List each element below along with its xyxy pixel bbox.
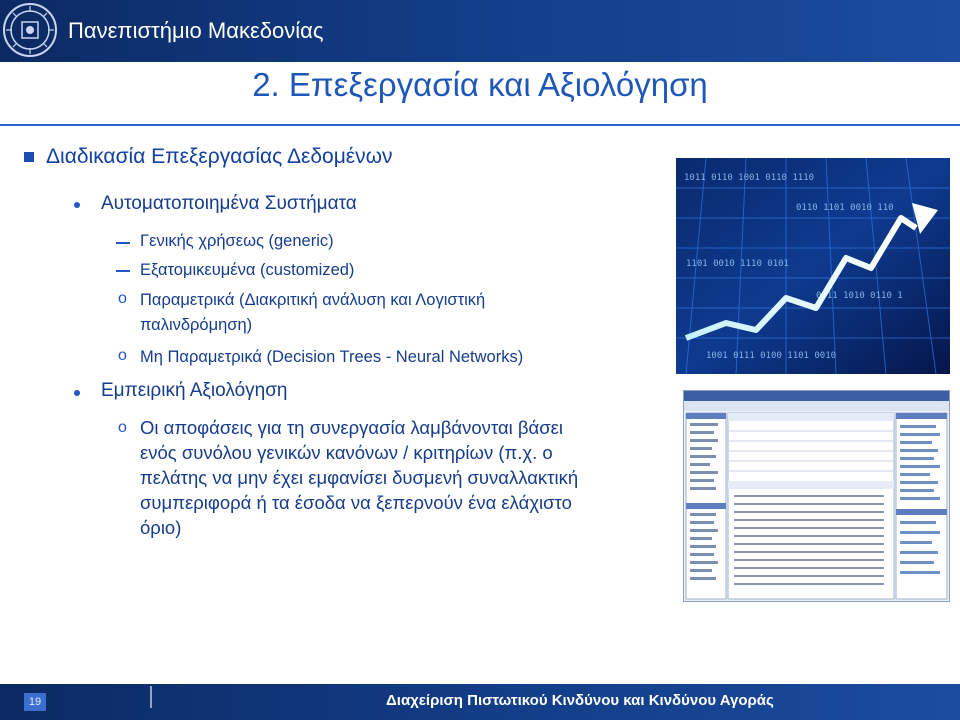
software-window-illustration [684,391,949,601]
dash-bullet-icon [116,242,130,244]
svg-text:1101 0010 1110 0101: 1101 0010 1110 0101 [686,259,789,269]
footer-text: Διαχείριση Πιστωτικού Κινδύνου και Κινδύνου Αγοράς [386,692,774,709]
header-bar [0,0,960,62]
title-divider [0,124,960,126]
bullet-level1 [28,145,393,169]
circle-bullet-icon: o [118,290,127,307]
dot-bullet-icon [74,202,80,208]
item-customized: Εξατομικευμένα (customized) [140,261,355,279]
svg-text:0110 1101 0010 110: 0110 1101 0010 110 [796,203,894,213]
item-generic: Γενικής χρήσεως (generic) [140,232,334,250]
item-parametric-l1: Παραμετρικά (Διακριτική ανάλυση και Λογιστική [140,291,486,309]
university-name: Πανεπιστήμιο Μακεδονίας [68,18,324,43]
empirical-text-l3: πελάτης να μην έχει εμφανίσει δυσμενή συναλλακτική [140,467,579,488]
bullet-auto-systems: Αυτοματοποιημένα Συστήματα [101,193,357,214]
svg-text:1011 0110 1001 0110 1110: 1011 0110 1001 0110 1110 [684,173,815,183]
empirical-text-l2: ενός συνόλου γενικών κανόνων / κριτηρίων (π.χ. ο [140,442,553,463]
slide-title: 2. Επεξεργασία και Αξιολόγηση [252,66,708,103]
empirical-text-l4: συμπεριφορά ή τα έσοδα να ξεπερνούν ένα ελάχιστο [140,492,572,513]
footer-separator [150,686,152,708]
software-screenshot-picture [683,390,950,602]
circle-bullet-icon: o [118,419,127,436]
financial-chart-picture [676,158,950,374]
circle-bullet-icon: o [118,347,127,364]
svg-text:1001 0111 0100 1101 0010: 1001 0111 0100 1101 0010 [706,351,837,361]
dash-bullet-icon [116,270,130,272]
dot-bullet-icon [74,390,80,396]
square-bullet-icon [24,152,34,162]
svg-text:0011 1010 0110 1: 0011 1010 0110 1 [816,291,903,301]
bullet-empirical: Εμπειρική Αξιολόγηση [101,380,288,401]
bullet-level1-text: Διαδικασία Επεξεργασίας Δεδομένων [46,145,393,168]
university-seal-icon [2,2,58,58]
empirical-text-l1: Οι αποφάσεις για τη συνεργασία λαμβάνονται βάσει [140,417,563,438]
page-number: 19 [24,693,46,711]
empirical-text-l5: όριο) [140,517,182,538]
item-parametric-l2: παλινδρόμηση) [140,316,253,334]
item-nonparametric: Μη Παραμετρικά (Decision Trees - Neural Networks) [140,348,524,366]
